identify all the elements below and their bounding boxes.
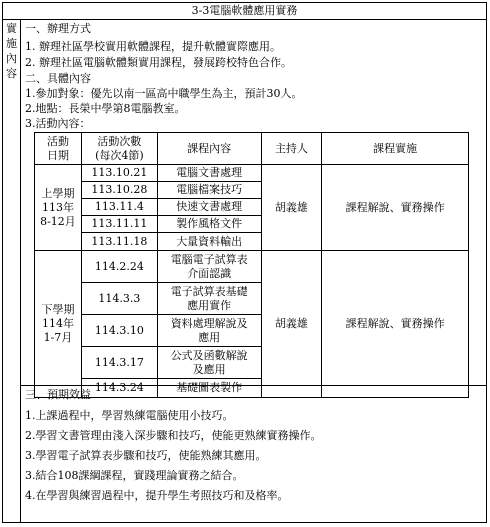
section-divider xyxy=(20,385,486,386)
host-cell: 胡義雄 xyxy=(261,251,322,398)
period-cell: 上學期 113年 8-12月 xyxy=(35,165,82,251)
section-item: 2.學習文書管理由淺入深步驟和技巧，使能更熟練實務操作。 xyxy=(25,429,322,442)
main-content xyxy=(21,19,486,522)
section-heading: 一、辦理方式 xyxy=(25,22,91,35)
content-cell: 電子試算表基礎 應用實作 xyxy=(157,283,261,315)
document-title: 3-3電腦軟體應用實務 xyxy=(3,3,486,20)
section-item: 2. 辦理社區電腦軟體類實用課程，發展跨校特色合作。 xyxy=(25,56,292,69)
header-method: 課程實施 xyxy=(322,133,469,165)
activity-table xyxy=(34,132,469,398)
date-cell: 113.11.4 xyxy=(81,199,157,216)
content-cell: 電腦電子試算表 介面認識 xyxy=(157,251,261,283)
date-cell: 113.11.18 xyxy=(81,233,157,251)
method-cell: 課程解說、實務操作 xyxy=(322,165,469,251)
side-label-char: 施 xyxy=(6,37,17,50)
header-sessions: 活動次數 (每次4節) xyxy=(81,133,157,165)
date-cell: 114.3.24 xyxy=(81,379,157,398)
table-row xyxy=(35,251,469,283)
section-item: 3.學習電子試算表步驟和技巧，使能熟練其應用。 xyxy=(25,449,267,462)
side-label xyxy=(3,19,21,522)
section-item: 3.活動內容： xyxy=(25,117,91,130)
date-cell: 114.3.3 xyxy=(81,283,157,315)
date-cell: 113.10.28 xyxy=(81,182,157,199)
content-cell: 資料處理解說及 應用 xyxy=(157,315,261,347)
host-cell: 胡義雄 xyxy=(261,165,322,251)
content-cell: 電腦檔案技巧 xyxy=(157,182,261,199)
header-content: 課程內容 xyxy=(157,133,261,165)
section-item: 1.參加對象：優先以南一區高中職學生為主，預計30人。 xyxy=(25,87,303,100)
section-item: 4.在學習與練習過程中，提升學生考照技巧和及格率。 xyxy=(25,489,289,502)
content-cell: 製作風格文件 xyxy=(157,216,261,233)
document-frame xyxy=(2,2,487,523)
side-label-char: 實 xyxy=(6,22,17,35)
content-cell: 電腦文書處理 xyxy=(157,165,261,182)
section-item: 2.地點：長榮中學第8電腦教室。 xyxy=(25,102,186,115)
content-cell: 大量資料輸出 xyxy=(157,233,261,251)
date-cell: 113.11.11 xyxy=(81,216,157,233)
date-cell: 114.3.17 xyxy=(81,347,157,379)
date-cell: 114.3.10 xyxy=(81,315,157,347)
date-cell: 113.10.21 xyxy=(81,165,157,182)
content-cell: 基礎圖表製作 xyxy=(157,379,261,398)
content-cell: 快速文書處理 xyxy=(157,199,261,216)
method-cell: 課程解說、實務操作 xyxy=(322,251,469,398)
section-heading: 三、預期效益 xyxy=(25,388,91,401)
section-item: 3.結合108課綱課程，實踐理論實務之結合。 xyxy=(25,469,244,482)
header-period: 活動 日期 xyxy=(35,133,82,165)
section-heading: 二、具體內容 xyxy=(25,72,91,85)
header-host: 主持人 xyxy=(261,133,322,165)
period-cell: 下學期 114年 1-7月 xyxy=(35,251,82,398)
table-row xyxy=(35,165,469,182)
side-label-char: 容 xyxy=(6,67,17,80)
table-header-row xyxy=(35,133,469,165)
section-item: 1. 辦理社區學校實用軟體課程，提升軟體實際應用。 xyxy=(25,40,281,53)
side-label-char: 內 xyxy=(6,52,17,65)
date-cell: 114.2.24 xyxy=(81,251,157,283)
section-item: 1.上課過程中，學習熟練電腦使用小技巧。 xyxy=(25,409,234,422)
content-cell: 公式及函數解說 及應用 xyxy=(157,347,261,379)
